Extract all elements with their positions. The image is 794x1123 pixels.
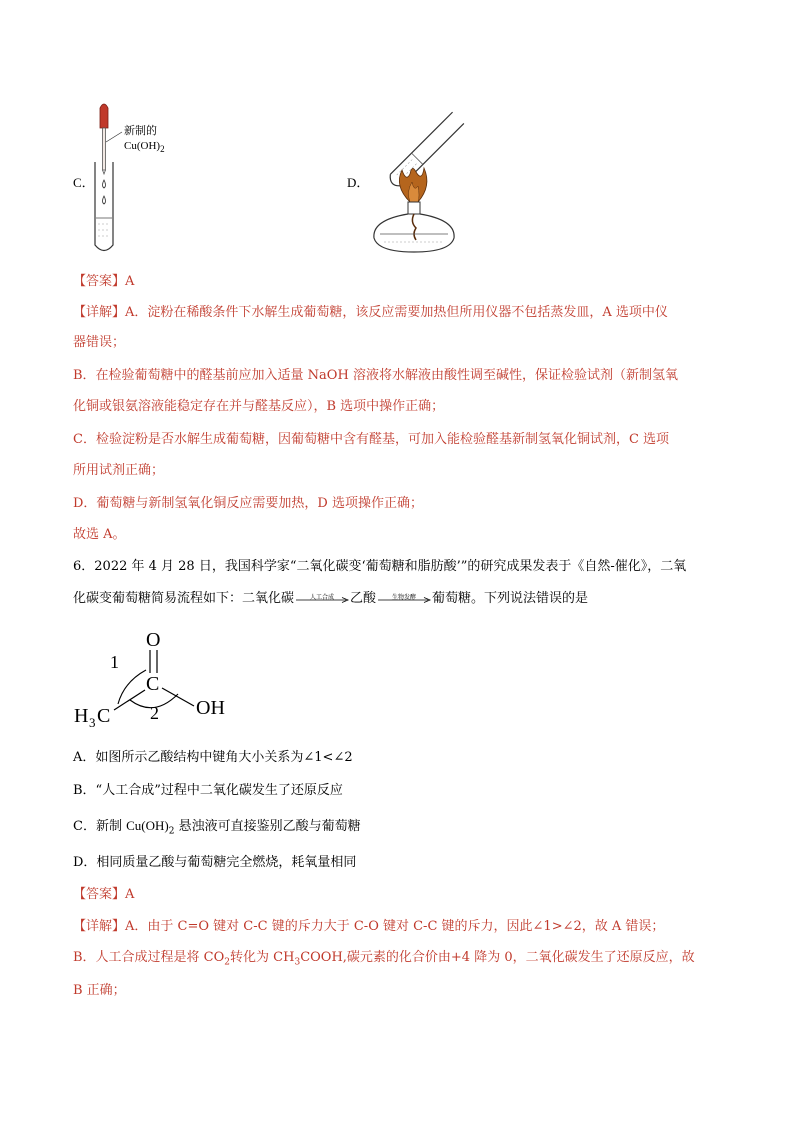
answer-line-1: 【答案】A	[73, 274, 135, 289]
detail2-line3: B 正确；	[73, 983, 126, 998]
figure-c-label	[124, 124, 165, 157]
label-line2: $Cu(OH)_2$	[124, 140, 165, 155]
detail1-line8: 故选 A。	[73, 527, 126, 542]
detail1-line7: D．葡萄糖与新制氢氧化铜反应需要加热，D 选项操作正确；	[73, 496, 423, 511]
question6-line2: 化碳变葡萄糖简易流程如下：二氧化碳 人工合成 乙酸 生物发酵 葡萄糖。下列说法错误的是	[73, 591, 589, 606]
atom-h3c-h: H	[74, 705, 89, 727]
atom-h3c-3: 3	[89, 715, 96, 730]
angle-label-1: 1	[110, 652, 119, 672]
angle-label-2: 2	[150, 703, 159, 723]
option-d-letter: D．	[347, 175, 370, 190]
detail1-line6: 所用试剂正确；	[73, 463, 165, 478]
atom-c: C	[146, 673, 160, 695]
atom-o: O	[146, 629, 161, 651]
arrow-artificial-synthesis: 人工合成	[294, 593, 350, 605]
detail2-line2: B．人工合成过程是将 $CO_2$转化为 $CH_3COOH$,碳元素的化合价由+4 降为 0，二氧化碳发生了还原反应，故	[73, 950, 695, 968]
atom-oh: OH	[196, 697, 225, 719]
question6-line1: 6．2022 年 4 月 28 日，我国科学家“二氧化碳变‘葡萄糖和脂肪酸’”的研究成果发表于《自然-催化》，二氧	[73, 559, 687, 574]
detail1-line3: B．在检验葡萄糖中的醛基前应加入适量 NaOH 溶液将水解液由酸性调至碱性，保证检验试剂（新制氢氧	[73, 368, 678, 383]
detail2-line1: 【详解】A．由于 C=O 键对 C-C 键的斥力大于 C-O 键对 C-C 键的斥力，因此∠1>∠2，故 A 错误；	[73, 919, 665, 934]
detail1-line1: 【详解】A．淀粉在稀酸条件下水解生成葡萄糖，该反应需要加热但所用仪器不包括蒸发皿，A 选项中仪	[73, 305, 668, 320]
detail1-line5: C．检验淀粉是否水解生成葡萄糖，因葡萄糖中含有醛基，可加入能检验醛基新制氢氧化铜试剂，C 选项	[73, 432, 670, 447]
option-b: B．“人工合成”过程中二氧化碳发生了还原反应	[73, 783, 343, 798]
answer-line-2: 【答案】A	[73, 887, 135, 902]
option-c-letter: C．	[73, 175, 95, 190]
alcohol-lamp-heating-figure	[366, 102, 476, 262]
option-a: A．如图所示乙酸结构中键角大小关系为∠1<∠2	[73, 750, 353, 765]
detail1-line2: 器错误；	[73, 335, 126, 350]
option-d: D．相同质量乙酸与葡萄糖完全燃烧，耗氧量相同	[73, 855, 357, 870]
option-c: C．新制 $Cu(OH)_2$ 悬浊液可直接鉴别乙酸与葡萄糖	[73, 818, 361, 837]
arrow-biological-fermentation: 生物发酵	[376, 593, 432, 605]
atom-h3c-c: C	[97, 705, 111, 727]
acetic-acid-structure	[70, 622, 240, 732]
label-line1: 新制的	[124, 125, 157, 137]
detail1-line4: 化铜或银氨溶液能稳定存在并与醛基反应），B 选项中操作正确；	[73, 399, 445, 414]
